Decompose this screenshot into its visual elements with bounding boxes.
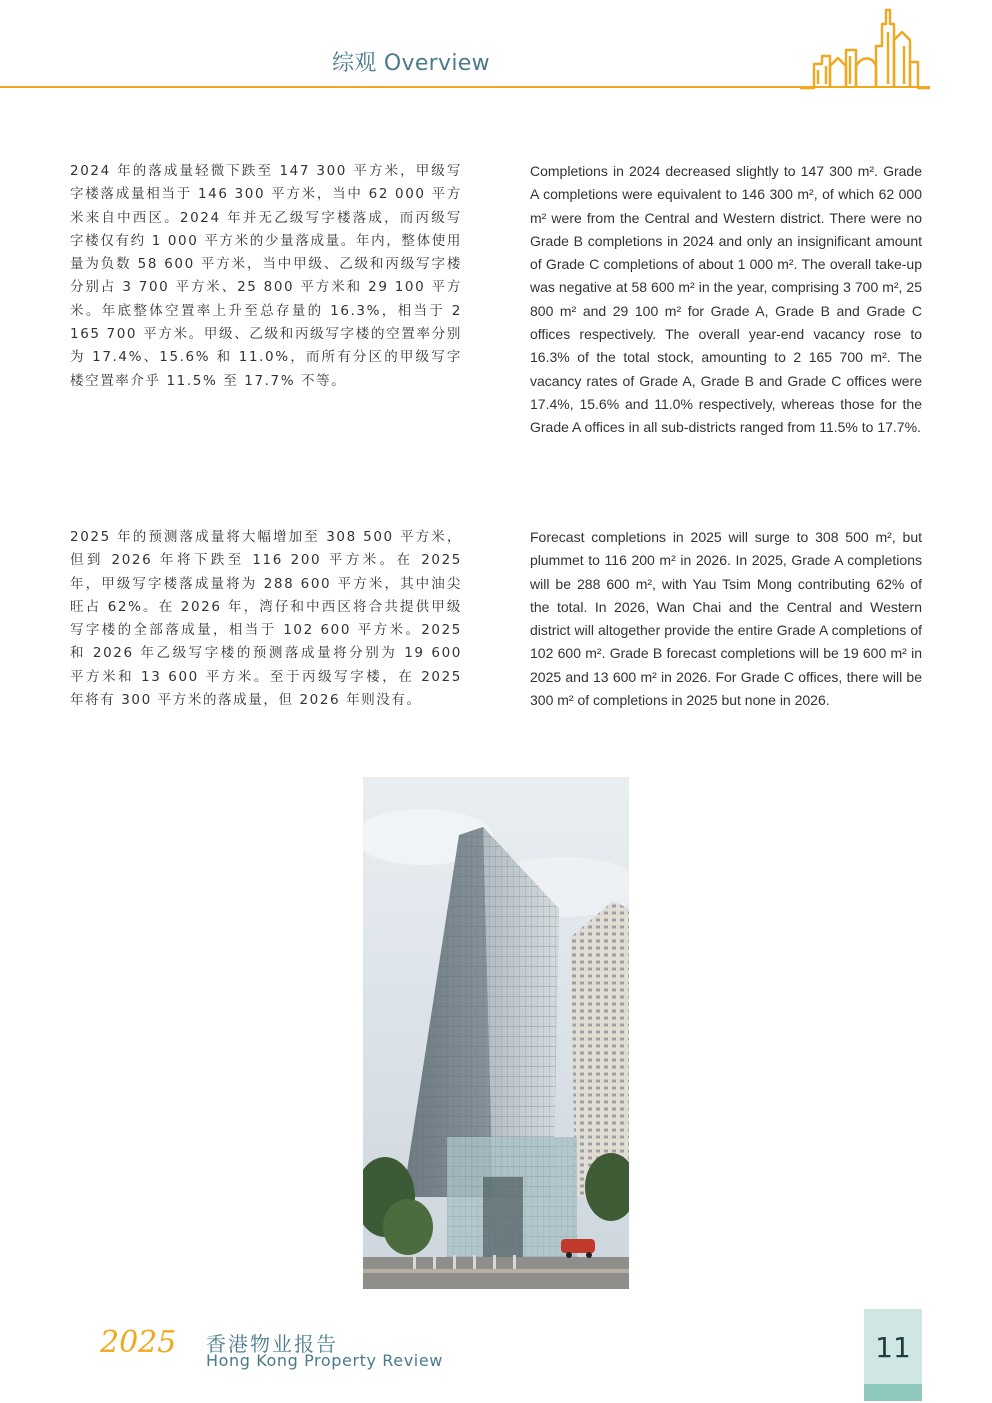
- report-year-logo: [98, 1320, 188, 1364]
- svg-text:2025: 2025: [100, 1325, 177, 1360]
- paragraph-en-2024: Completions in 2024 decreased slightly to 147 300 m². Grade A completions were equivalent to 146 300 m², of which 62 000 m² were from the Central and Western district. There were no Grade B completions in 2024 and only an insignificant amount of Grade C completions of about 1 000 m². The overall take-up was negative at 58 600 m² in the year, comprising 3 700 m², 25 800 m² and 29 100 m² for Grade A, Grade B and Grade C offices respectively. The overall year-end vacancy rose to 16.3% of the total stock, amounting to 2 165 700 m². The vacancy rates of Grade A, Grade B and Grade C offices were 17.4%, 15.6% and 11.0% respectively, whereas those for the Grade A offices in all sub-districts ranged from 11.5% to 17.7%.: [530, 163, 922, 436]
- footer-title-zh: 香港物业报告: [206, 1332, 338, 1356]
- page-number-box: [864, 1309, 922, 1401]
- page-number: 11: [875, 1331, 911, 1364]
- page-title: 综观 Overview: [332, 51, 490, 76]
- paragraph-zh-2024: 2024 年的落成量轻微下跌至 147 300 平方米，甲级写字楼落成量相当于 146 300 平方米，当中 62 000 平方米来自中西区。2024 年并无乙级写字楼落成，而丙级写字楼仅有约 1 000 平方米的少量落成量。年内，整体使用量为负数 58 600 平方米，当中甲级、乙级和丙级写字楼分别占 3 700 平方米、25 800 平方米和 29 100 平方米。年底整体空置率上升至总存量的 16.3%，相当于 2 165 700 平方米。甲级、乙级和丙级写字楼的空置率分别为 17.4%、15.6% 和 11.0%，而所有分区的甲级写字楼空置率介乎 11.5% 至 17.7% 不等。: [70, 163, 462, 389]
- paragraph-zh-2025: 2025 年的预测落成量将大幅增加至 308 500 平方米，但到 2026 年将下跌至 116 200 平方米。在 2025 年，甲级写字楼落成量将为 288 600 平方米，其中油尖旺占 62%。在 2026 年，湾仔和中西区将合共提供甲级写字楼的全部落成量，相当于 102 600 平方米。2025 和 2026 年乙级写字楼的预测落成量将分别为 19 600 平方米和 13 600 平方米。至于丙级写字楼，在 2025 年将有 300 平方米的落成量，但 2026 年则没有。: [70, 529, 462, 709]
- building-photo: [363, 777, 629, 1289]
- paragraph-en-2025: Forecast completions in 2025 will surge to 308 500 m², but plummet to 116 200 m² in 2026. In 2025, Grade A completions will be 288 600 m², with Yau Tsim Mong contributing 62% of the total. In 2026, Wan Chai and the Central and Western district will altogether provide the entire Grade A completions of 102 600 m². Grade B forecast completions will be 19 600 m² in 2025 and 13 600 m² in 2026. For Grade C offices, there will be 300 m² of completions in 2025 but none in 2026.: [530, 529, 922, 709]
- footer-title-en: Hong Kong Property Review: [206, 1351, 443, 1370]
- header-divider: [0, 86, 930, 88]
- skyline-logo-icon: [800, 6, 930, 96]
